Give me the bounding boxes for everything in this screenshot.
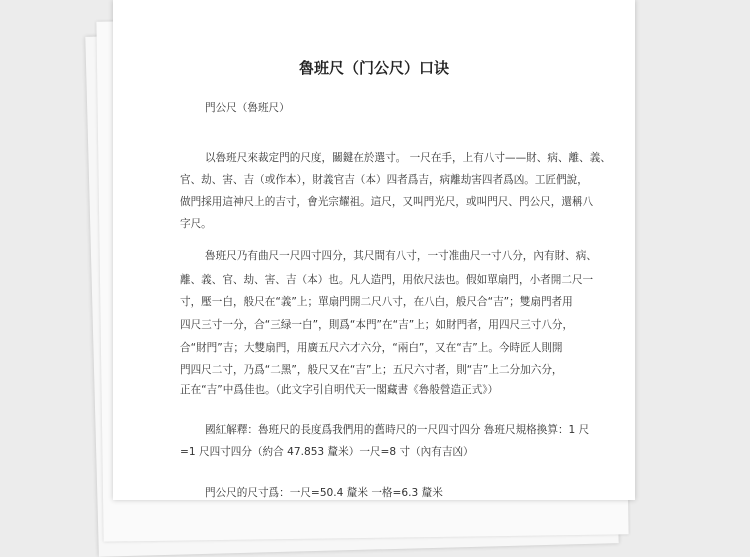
text-line: 國紅解釋：魯班尺的長度爲我們用的舊時尺的一尺四寸四分 魯班尺規格換算：1 尺: [205, 424, 590, 436]
text-line: 魯班尺乃有曲尺一尺四寸四分，其尺間有八寸，一寸准曲尺一寸八分，內有財、病、: [205, 250, 597, 262]
text-line: =1 尺四寸四分（約合 47.853 釐米）一尺=8 寸（內有吉凶）: [180, 446, 474, 458]
document-page: [113, 0, 635, 500]
subheading: 門公尺（魯班尺）: [205, 102, 290, 114]
text-line: 寸，壓一白，般尺在“義”上；單扇門開二尺八寸，在八白，般尺合“吉”；雙扇門者用: [180, 296, 573, 308]
text-line: 門公尺的尺寸爲：一尺=50.4 釐米 一格=6.3 釐米: [205, 487, 443, 499]
text-line: 合“財門”吉；大雙扇門，用廣五尺六才六分，“兩白”，又在“吉”上。今時匠人則開: [180, 342, 563, 354]
text-line: 離、義、官、劫、害、吉（本）也。凡人造門，用依尺法也。假如單扇門，小者開二尺一: [180, 274, 594, 286]
text-line: 四尺三寸一分，合“三绿一白”，則爲“本門”在“吉”上；如財門者，用四尺三寸八分，: [180, 319, 574, 331]
text-line: 做門採用這神尺上的吉寸，會光宗耀祖。這尺，又叫門光尺，或叫門尺、門公尺，還稱八: [180, 196, 594, 208]
text-line: 字尺。: [180, 218, 212, 230]
text-line: 正在“吉”中爲佳也。（此文字引自明代天一閣藏書《魯般營造正式》）: [180, 384, 499, 396]
text-line: 以魯班尺來裁定門的尺度，關鍵在於選寸。 一尺在手，上有八寸——財、病、離、義、: [205, 152, 611, 164]
text-line: 官、劫、害、吉（或作本），財義官吉（本）四者爲吉，病離劫害四者爲凶。工匠們說，: [180, 174, 588, 186]
text-line: 門四尺二寸，乃爲“二黑”，般尺又在“吉”上；五尺六寸者，則“吉”上二分加六分，: [180, 364, 563, 376]
document-title: 魯班尺（门公尺）口诀: [298, 59, 449, 77]
